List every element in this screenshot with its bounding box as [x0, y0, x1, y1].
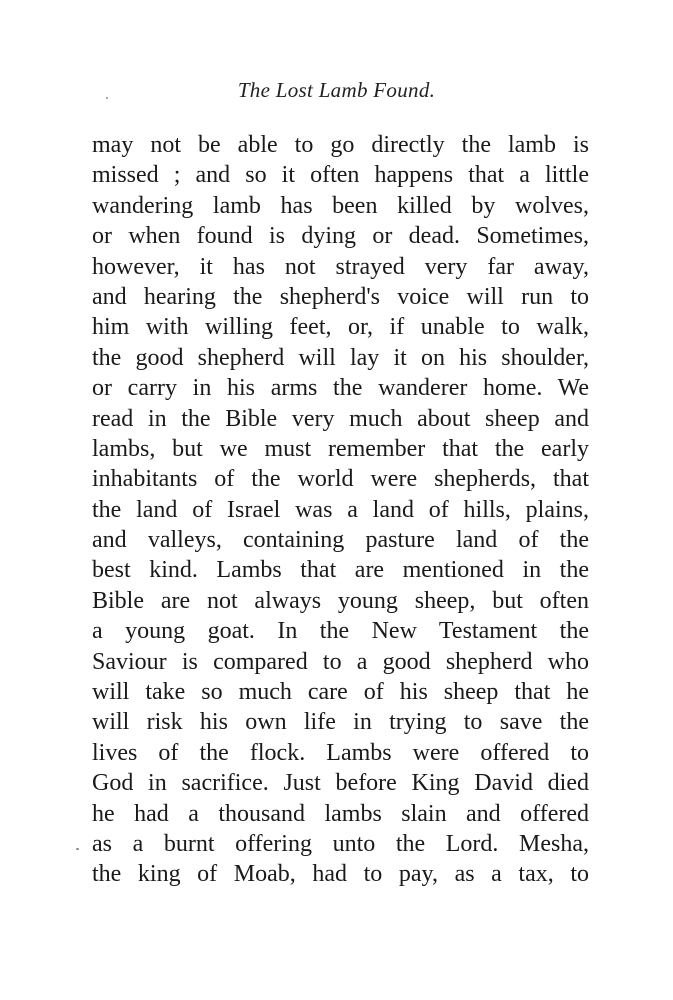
running-head: The Lost Lamb Found.	[237, 78, 436, 102]
text-line: Bible are not always young sheep, but often	[92, 587, 589, 614]
text-line: him with willing feet, or, if unable to walk,	[92, 314, 589, 341]
text-line: best kind. Lambs that are mentioned in the	[92, 557, 589, 584]
text-line: lives of the flock. Lambs were offered to	[92, 739, 589, 766]
text-line: as a burnt offering unto the Lord. Mesha,	[92, 830, 589, 857]
text-line: will risk his own life in trying to save the	[92, 709, 589, 736]
text-line: read in the Bible very much about sheep and	[92, 405, 589, 432]
text-line: inhabitants of the world were shepherds, that	[92, 466, 589, 493]
text-line: however, it has not strayed very far away,	[92, 253, 589, 280]
text-line: missed ; and so it often happens that a little	[92, 162, 589, 189]
text-line: will take so much care of his sheep that he	[92, 679, 589, 706]
text-line: Saviour is compared to a good shepherd who	[92, 648, 589, 675]
text-line: and valleys, containing pasture land of the	[92, 527, 589, 554]
text-line: or carry in his arms the wanderer home. We	[92, 375, 589, 402]
text-line: or when found is dying or dead. Sometimes,	[92, 223, 589, 250]
text-line: lambs, but we must remember that the early	[92, 435, 589, 462]
body-text	[92, 130, 589, 890]
print-speck	[106, 97, 108, 99]
text-line: and hearing the shepherd's voice will run to	[92, 283, 589, 310]
text-line: God in sacrifice. Just before King David died	[92, 770, 589, 797]
text-line: wandering lamb has been killed by wolves,	[92, 192, 589, 219]
text-line: the land of Israel was a land of hills, plains,	[92, 496, 589, 523]
text-line: he had a thousand lambs slain and offered	[92, 800, 589, 827]
text-line: the king of Moab, had to pay, as a tax, to	[92, 861, 589, 888]
text-line: a young goat. In the New Testament the	[92, 618, 589, 645]
text-line: the good shepherd will lay it on his shoulder,	[92, 344, 589, 371]
text-line: may not be able to go directly the lamb is	[92, 132, 589, 158]
print-speck	[76, 848, 79, 850]
